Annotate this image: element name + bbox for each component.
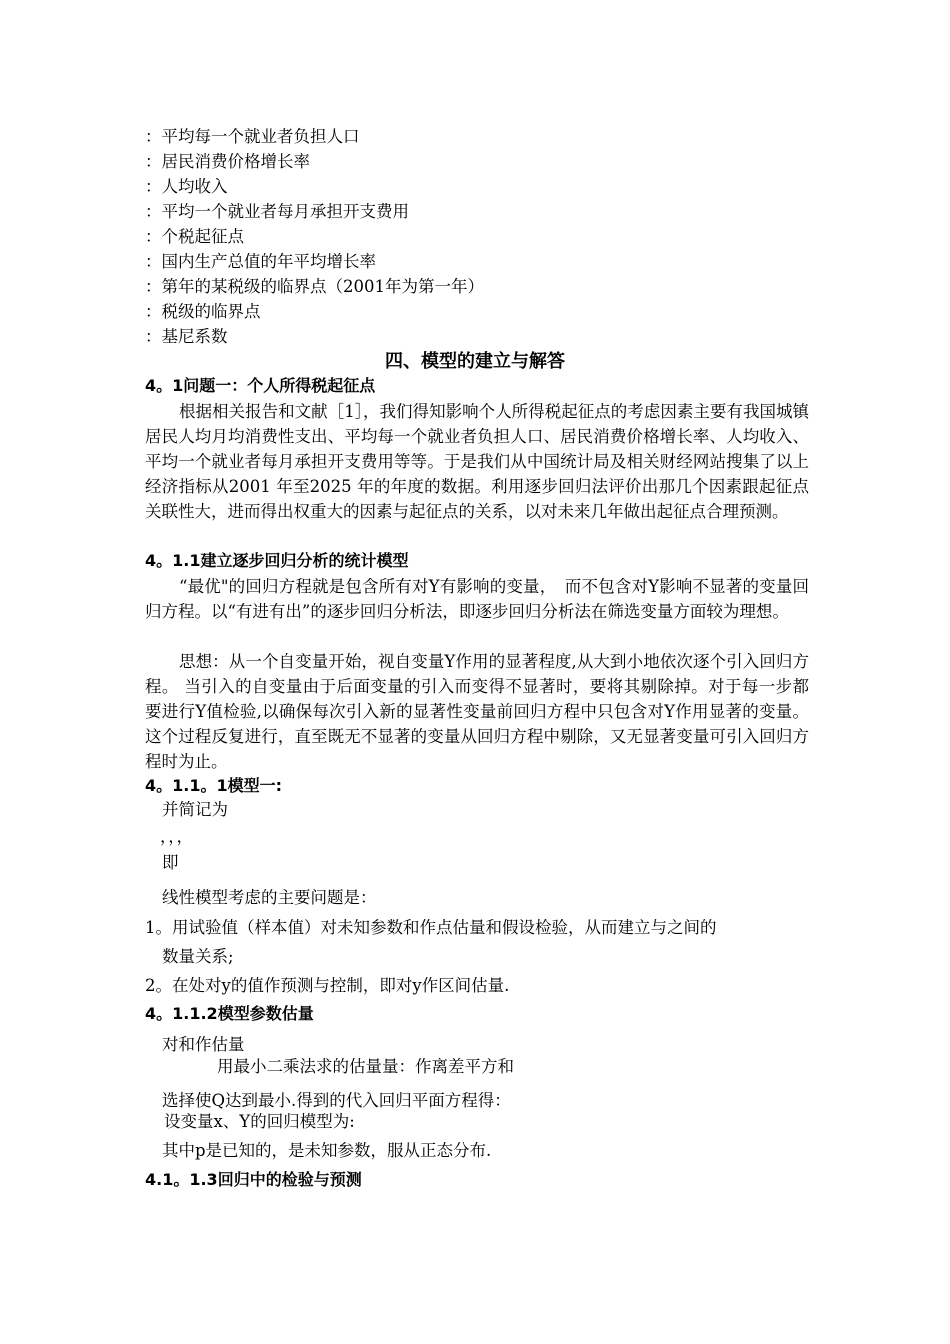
list-item-1-cont: 数量关系;	[162, 947, 234, 966]
heading-model-one: 4。1.1。1模型一:	[145, 776, 283, 795]
symbol-list-item: ：人均收入	[145, 177, 228, 196]
list-item-2: 2。在处对y的值作预测与控制，即对y作区间估量.	[145, 976, 510, 995]
symbol-list-item: ：平均一个就业者每月承担开支费用	[145, 202, 409, 221]
section-title: 四、模型的建立与解答	[385, 351, 565, 372]
heading-test-prediction: 4.1。1.3回归中的检验与预测	[145, 1170, 362, 1189]
paragraph-method-idea: 思想：从一个自变量开始，视自变量Y作用的显著程度,从大到小地依次逐个引入回归方程。 当引入的自变量由于后面变量的引入而变得不显著时，要将其剔除掉。对于每一步都要进行Y值检验,以确保每次引入新的显著性变量前回归方程中只包含对Y作用显著的变量。这个过程反复进行，直至既无不显著的变量从回归方程中剔除，又无显著变量可引入回归方程时为止。	[145, 652, 809, 771]
symbol-list-item: ：居民消费价格增长率	[145, 152, 310, 171]
paragraph-factors: 根据相关报告和文献［1］，我们得知影响个人所得税起征点的考虑因素主要有我国城镇居民人均月均消费性支出、平均每一个就业者负担人口、居民消费价格增长率、人均收入、平均一个就业者每月承担开支费用等等。于是我们从中国统计局及相关财经网站搜集了以上经济指标从2001 年至2025 年的年度的数据。利用逐步回归法评价出那几个因素跟起征点关联性大，进而得出权重大的因素与起征点的关系，以对未来几年做出起征点合理预测。	[145, 402, 809, 521]
symbol-list-item: ：第年的某税级的临界点（2001年为第一年）	[145, 277, 484, 296]
text-known-p: 其中p是已知的，是未知参数，服从正态分布.	[162, 1141, 492, 1160]
text-main-issue: 线性模型考虑的主要问题是：	[162, 888, 377, 907]
heading-4-1: 4。1问题一：个人所得税起征点	[145, 376, 376, 395]
text-simplify: 并简记为	[162, 800, 228, 819]
text-set-variables: 设变量x、Y的回归模型为:	[164, 1112, 355, 1131]
text-select-q: 选择使Q达到最小.得到的代入回归平面方程得：	[162, 1091, 511, 1110]
heading-4-1-1: 4。1.1建立逐步回归分析的统计模型	[145, 551, 409, 570]
heading-param-estimation: 4。1.1.2模型参数估量	[145, 1004, 314, 1023]
symbol-list-item: ：个税起征点	[145, 227, 244, 246]
paragraph-optimal-regression: “最优"的回归方程就是包含所有对Y有影响的变量， 而不包含对Y影响不显著的变量回归方程。以“有进有出”的逐步回归分析法，即逐步回归分析法在筛选变量方面较为理想。	[145, 577, 809, 621]
symbol-list-item: ：税级的临界点	[145, 302, 261, 321]
symbol-list-item: ：国内生产总值的年平均增长率	[145, 252, 376, 271]
text-least-squares: 用最小二乘法求的估量量：作离差平方和	[217, 1057, 514, 1076]
text-estimate: 对和作估量	[162, 1035, 245, 1054]
list-item-1: 1。用试验值（样本值）对未知参数和作点估量和假设检验，从而建立与之间的	[145, 918, 717, 937]
text-commas: ，，，	[160, 827, 193, 846]
text-ji: 即	[162, 853, 179, 872]
symbol-list-item: ：基尼系数	[145, 327, 228, 346]
symbol-list-item: ：平均每一个就业者负担人口	[145, 127, 360, 146]
